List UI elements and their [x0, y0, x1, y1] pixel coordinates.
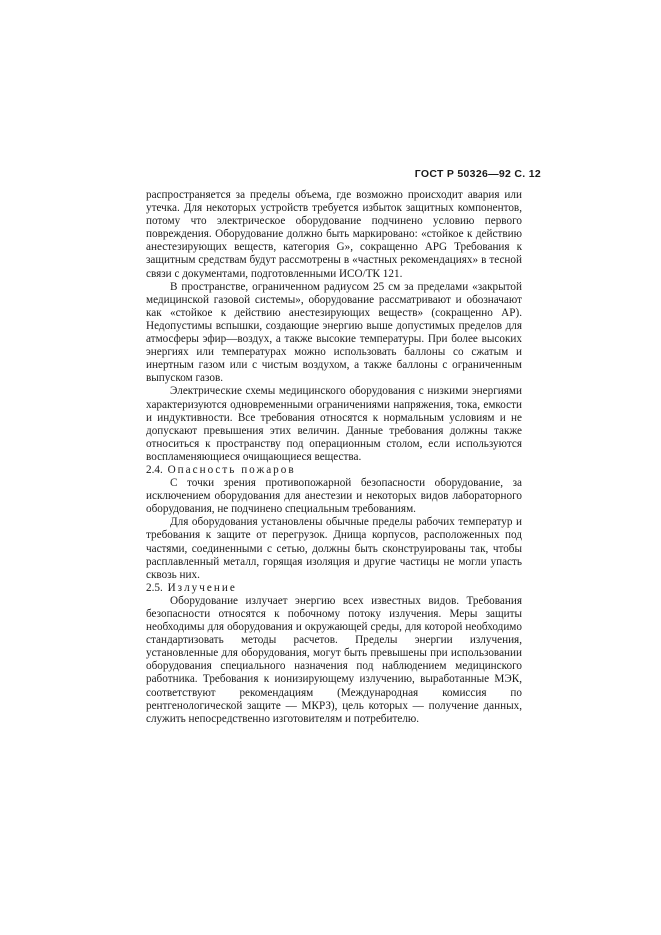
paragraph-continuation: распространяется за пределы объема, где возможно происходит авария или утечка. Для некоторых устройств требуется избыток защитных компонентов, потому что электрическое оборудование подчинено условию первого повреждения. Оборудование должно быть маркировано: «стойкое к действию анестезирующих веществ, категория G», сокращенно APG Требования к защитным средствам будут рассмотрены в «частных рекомендациях» в тесной связи с документами, подготовленными ИСО/ТК 121. — [146, 189, 522, 280]
section-title: Опасность пожаров — [167, 463, 296, 476]
section-heading-2-4 — [146, 464, 522, 477]
paragraph-limited-space: В пространстве, ограниченном радиусом 25 см за пределами «закрытой медицинской газовой системы», оборудование рассматривают и обозначают как «стойкое к действию анестезирующих веществ» (сокращенно AP). Недопустимы вспышки, создающие энергию выше допустимых пределов для атмосферы эфир—воздух, а также высокие температуры. При более высоких энергиях или температурах можно использовать баллоны со сжатым и инертным газом или с чистым воздухом, а также баллоны с ограниченным выпуском газов. — [146, 280, 522, 385]
section-number: 2.4. — [146, 463, 163, 476]
paragraph-electrical-circuits: Электрические схемы медицинского оборудования с низкими энергиями характеризуются одновременными ограничениями напряжения, тока, емкости и индуктивности. Все требования относятся к нормальным условиям и не допускают превышения этих величин. Данные требования должны также относиться к пространству под операционным столом, если используются воспламеняющиеся очищающиеся вещества. — [146, 385, 522, 463]
paragraph-temperature-limits: Для оборудования установлены обычные пределы рабочих температур и требования к защите от перегрузок. Днища корпусов, расположенных под частями, соединенными с сетью, должны быть сконструированы так, чтобы расплавленный металл, горящая изоляция и другие частицы не могли упасть сквозь них. — [146, 516, 522, 581]
section-title: Излучение — [167, 581, 237, 594]
body-text — [146, 189, 522, 726]
paragraph-radiation: Оборудование излучает энергию всех известных видов. Требования безопасности относятся к побочному потоку излучения. Меры защиты необходимы для оборудования и окружающей среды, для которой необходимо стандартизовать методы расчетов. Пределы энергии излучения, установленные для оборудования, могут быть превышены при использовании оборудования специального назначения под наблюдением медицинского работника. Требования к ионизирующему излучению, выработанные МЭК, соответствуют рекомендациям (Международная комиссия по рентгенологической защите — МКРЗ), цель которых — получение данных, служить непосредственно изготовителям и потребителю. — [146, 594, 522, 725]
running-head: ГОСТ Р 50326—92 С. 12 — [414, 168, 541, 180]
paragraph-fire-safety: С точки зрения противопожарной безопасности оборудование, за исключением оборудования для анестезии и некоторых видов лабораторного оборудования, не подчинено специальным требованиям. — [146, 477, 522, 516]
section-heading-2-5 — [146, 582, 522, 595]
section-number: 2.5. — [146, 581, 163, 594]
